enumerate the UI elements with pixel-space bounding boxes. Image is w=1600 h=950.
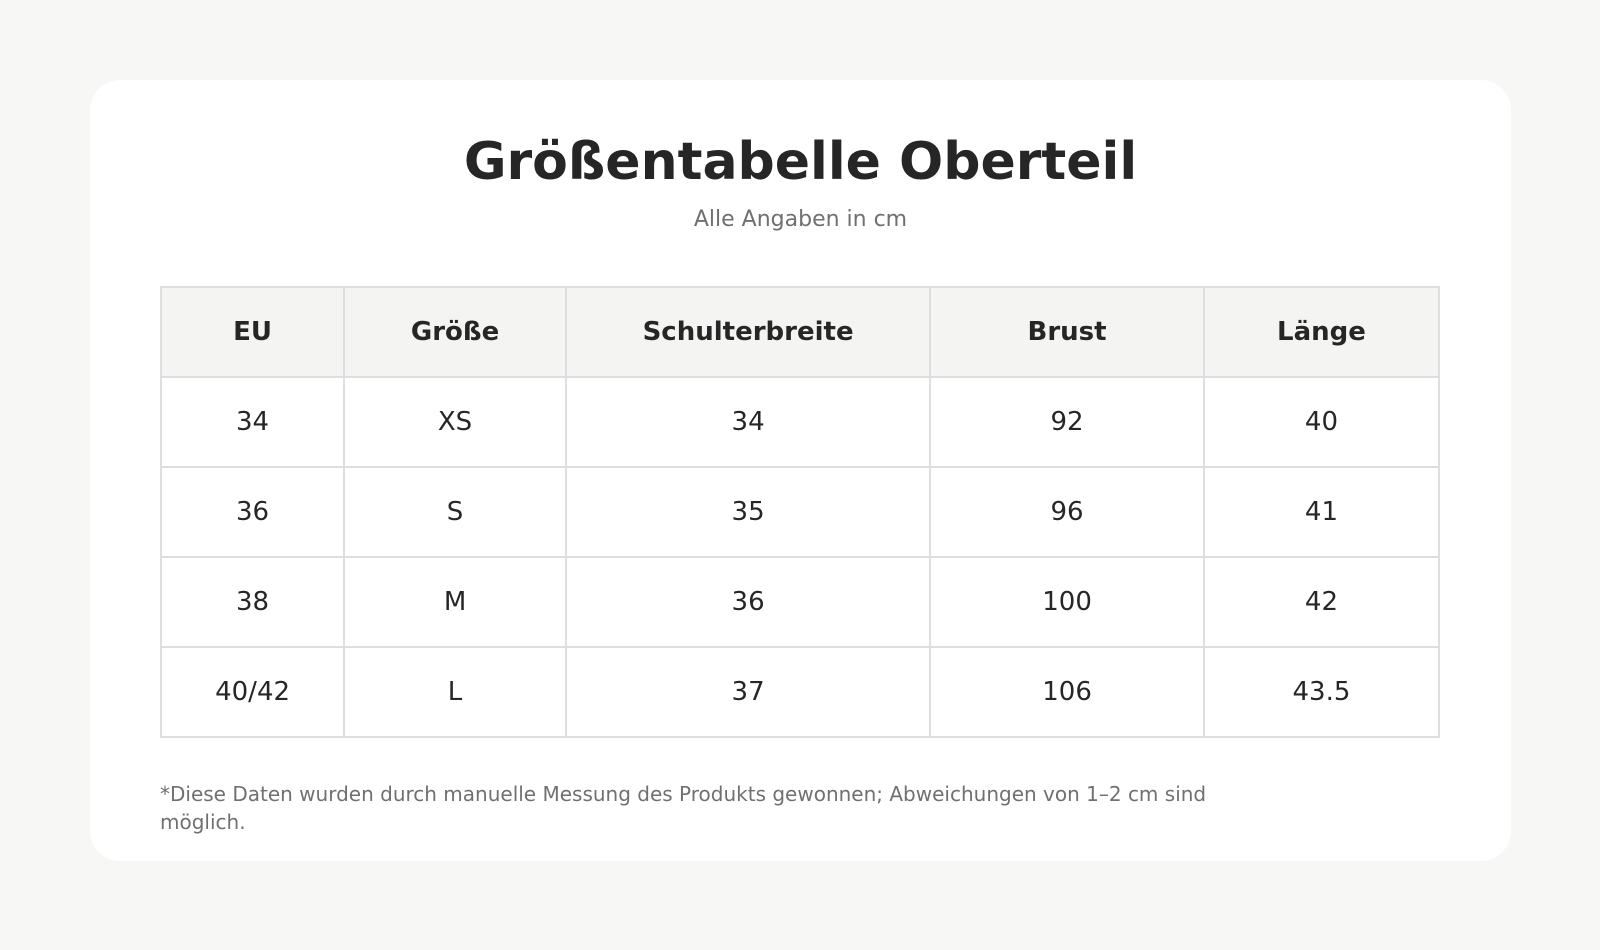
table-row bbox=[161, 647, 1439, 737]
cell-eu: 36 bbox=[161, 467, 344, 557]
cell-brust: 92 bbox=[930, 377, 1204, 467]
cell-laenge: 42 bbox=[1204, 557, 1439, 647]
cell-brust: 100 bbox=[930, 557, 1204, 647]
cell-schulterbreite: 36 bbox=[566, 557, 930, 647]
table-row bbox=[161, 467, 1439, 557]
size-table bbox=[160, 286, 1440, 738]
page-subtitle: Alle Angaben in cm bbox=[693, 207, 908, 232]
footnote: *Diese Daten wurden durch manuelle Messung des Produkts gewonnen; Abweichungen von 1–2 cm sind möglich. bbox=[160, 782, 1207, 834]
cell-groesse: L bbox=[344, 647, 566, 737]
size-chart-card bbox=[90, 80, 1511, 861]
column-header-eu: EU bbox=[161, 287, 344, 377]
table-row bbox=[161, 557, 1439, 647]
cell-eu: 34 bbox=[161, 377, 344, 467]
cell-schulterbreite: 35 bbox=[566, 467, 930, 557]
cell-brust: 106 bbox=[930, 647, 1204, 737]
cell-laenge: 43.5 bbox=[1204, 647, 1439, 737]
cell-groesse: XS bbox=[344, 377, 566, 467]
column-header-brust: Brust bbox=[930, 287, 1204, 377]
table-header-row bbox=[161, 287, 1439, 377]
column-header-schulterbreite: Schulterbreite bbox=[566, 287, 930, 377]
table-row bbox=[161, 377, 1439, 467]
cell-laenge: 41 bbox=[1204, 467, 1439, 557]
cell-laenge: 40 bbox=[1204, 377, 1439, 467]
column-header-groesse: Größe bbox=[344, 287, 566, 377]
cell-schulterbreite: 37 bbox=[566, 647, 930, 737]
cell-brust: 96 bbox=[930, 467, 1204, 557]
page-title: Größentabelle Oberteil bbox=[463, 132, 1138, 192]
cell-eu: 40/42 bbox=[161, 647, 344, 737]
cell-groesse: M bbox=[344, 557, 566, 647]
cell-schulterbreite: 34 bbox=[566, 377, 930, 467]
cell-eu: 38 bbox=[161, 557, 344, 647]
cell-groesse: S bbox=[344, 467, 566, 557]
column-header-laenge: Länge bbox=[1204, 287, 1439, 377]
